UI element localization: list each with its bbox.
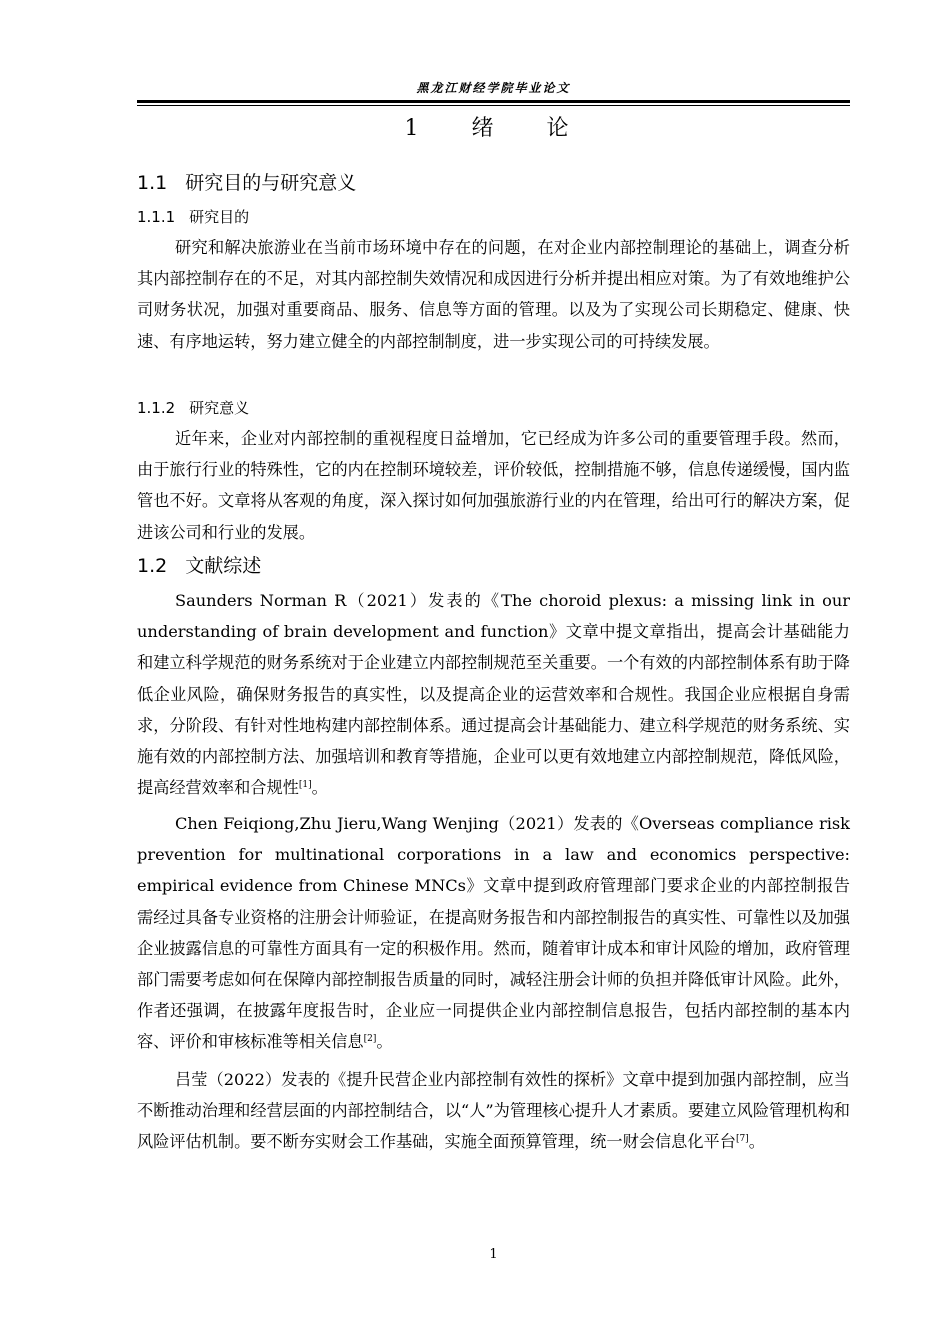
- section-number: 1.1: [137, 172, 168, 194]
- paragraph-literature-3: [137, 1064, 850, 1158]
- section-heading-1-2: [137, 553, 261, 579]
- paragraph-research-significance: 近年来，企业对内部控制的重视程度日益增加，它已经成为许多公司的重要管理手段。然而，由于旅行行业的特殊性，它的内在控制环境较差，评价较低，控制措施不够，信息传递缓慢，国内监管也不好。文章将从客观的角度，深入探讨如何加强旅游行业的内在管理，给出可行的解决方案，促进该公司和行业的发展。: [137, 429, 850, 542]
- page-number: 1: [489, 1247, 498, 1262]
- paragraph-text: Chen Feiqiong,Zhu Jieru,Wang Wenjing（2021）发表的《Overseas compliance risk prevention for multinational corporations in a law and economics perspective: empirical evidence from Chinese MNCs》文章中提到政府管理部门要求企业的内部控制报告需经过具备专业资格的注册会计师验证，在提高财务报告和内部控制报告的真实性、可靠性以及加强企业披露信息的可靠性方面具有一定的积极作用。然而，随着审计成本和审计风险的增加，政府管理部门需要考虑如何在保障内部控制报告质量的同时，减轻注册会计师的负担并降低审计风险。此外，作者还强调，在披露年度报告时，企业应一同提供企业内部控制信息报告，包括内部控制的基本内容、评价和审核标准等相关信息: [137, 814, 850, 1052]
- citation-marker: [1]: [298, 780, 312, 791]
- subsection-number: 1.1.1: [137, 208, 176, 226]
- section-heading-1-1: [137, 170, 356, 196]
- paragraph-end: 。: [748, 1132, 765, 1152]
- citation-marker: [2]: [363, 1034, 377, 1045]
- section-title: 研究目的与研究意义: [185, 172, 357, 194]
- header-rule-thin: [137, 105, 850, 106]
- paragraph-literature-2: [137, 808, 850, 1058]
- subsection-title: 研究意义: [189, 399, 250, 417]
- paragraph-end: 。: [311, 778, 328, 798]
- paragraph-literature-1: [137, 585, 850, 803]
- paragraph-research-purpose: 研究和解决旅游业在当前市场环境中存在的问题，在对企业内部控制理论的基础上，调查分析其内部控制存在的不足，对其内部控制失效情况和成因进行分析并提出相应对策。为了有效地维护公司财务状况，加强对重要商品、服务、信息等方面的管理。以及为了实现公司长期稳定、健康、快速、有序地运转，努力建立健全的内部控制制度，进一步实现公司的可持续发展。: [137, 238, 850, 351]
- citation-marker: [7]: [735, 1134, 749, 1145]
- paragraph-text: 吕莹（2022）发表的《提升民营企业内部控制有效性的探析》文章中提到加强内部控制，应当不断推动治理和经营层面的内部控制结合，以“人”为管理核心提升人才素质。要建立风险管理机构和风险评估机制。要不断夯实财会工作基础，实施全面预算管理，统一财会信息化平台: [137, 1070, 850, 1152]
- running-header: 黑龙江财经学院毕业论文: [416, 81, 571, 95]
- subsection-heading-1-1-2: [137, 397, 249, 419]
- chapter-title: 1 绪 论: [404, 116, 583, 141]
- section-number: 1.2: [137, 555, 168, 577]
- paragraph-text: Saunders Norman R（2021）发表的《The choroid plexus: a missing link in our understanding of brain development and function》文章中提文章指出，提高会计基础能力和建立科学规范的财务系统对于企业建立内部控制规范至关重要。一个有效的内部控制体系有助于降低企业风险，确保财务报告的真实性，以及提高企业的运营效率和合规性。我国企业应根据自身需求，分阶段、有针对性地构建内部控制体系。通过提高会计基础能力、建立科学规范的财务系统、实施有效的内部控制方法、加强培训和教育等措施，企业可以更有效地建立内部控制规范，降低风险，提高经营效率和合规性: [137, 591, 850, 798]
- section-title: 文献综述: [185, 555, 262, 577]
- subsection-number: 1.1.2: [137, 399, 176, 417]
- paragraph-end: 。: [376, 1032, 393, 1052]
- header-rule-thick: [137, 100, 850, 103]
- subsection-title: 研究目的: [189, 208, 250, 226]
- subsection-heading-1-1-1: [137, 206, 249, 228]
